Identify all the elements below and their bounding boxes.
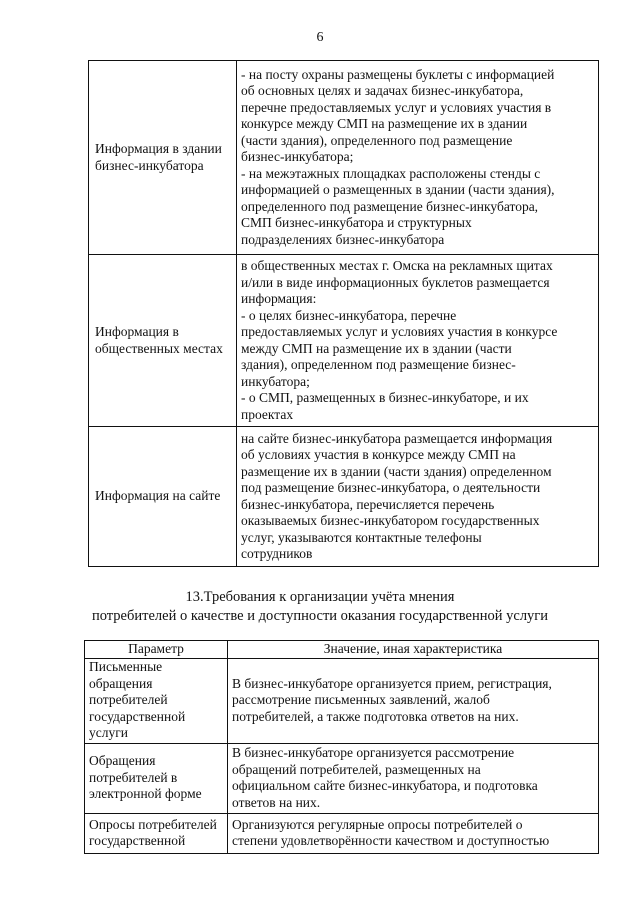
table-row (85, 813, 599, 853)
text-line: электронной форме (89, 786, 202, 802)
text-line: на сайте бизнес-инкубатора размещается информация (241, 430, 553, 446)
text-line: - о СМП, размещенных в бизнес-инкубаторе, и их (241, 390, 529, 405)
text-line: услуги (89, 725, 128, 741)
section-title-line: потребителей о качестве и доступности оказания государственной услуги (91, 608, 549, 624)
text-line: официальном сайте бизнес-инкубатора, и подготовка (232, 778, 538, 793)
text-line: оказываемых бизнес-инкубатором государственных (241, 513, 540, 528)
value-cell (228, 743, 599, 813)
section-title-line: 13.Требования к организации учёта мнения (185, 589, 455, 605)
parameter-cell (85, 658, 228, 743)
page-number: 6 (316, 30, 324, 45)
column-header-parameter: Параметр (85, 641, 228, 659)
text-line: государственной (89, 708, 186, 724)
text-line: Организуются регулярные опросы потребителей о (232, 816, 523, 832)
table-row (85, 743, 599, 813)
text-line: государственной (89, 833, 186, 848)
information-table (88, 60, 599, 567)
text-line: СМП бизнес-инкубатора и структурных (241, 215, 472, 231)
row-label: Информация на сайте (89, 427, 237, 567)
value-cell (228, 658, 599, 743)
text-line: сотрудников (241, 546, 313, 561)
text-line: и/или в виде информационных буклетов размещается (241, 274, 550, 290)
text-line: в общественных местах г. Омска на рекламных щитах (241, 258, 553, 273)
row-value (237, 61, 599, 255)
row-label: Информация в общественных местах (89, 255, 237, 427)
text-line: инкубатора; (241, 373, 310, 389)
text-line: бизнес-инкубатора, перечисляется перечень (241, 496, 495, 512)
text-line: - на межэтажных площадках расположены стенды с (241, 165, 541, 181)
text-line: предоставляемых услуг и условиях участия в конкурсе (241, 324, 558, 339)
table-row (89, 427, 599, 567)
text-line: подразделениях бизнес-инкубатора (241, 231, 445, 247)
text-line: потребителей, а также подготовка ответов на них. (232, 708, 519, 724)
value-cell (228, 813, 599, 853)
text-line: конкурсе между СМП на размещение их в здании (241, 116, 528, 132)
consumer-opinion-table (84, 640, 599, 854)
column-header-value: Значение, иная характеристика (228, 641, 599, 659)
text-line: информацией о размещенных в здании (части здания), (241, 182, 555, 198)
text-line: об основных целях и задачах бизнес-инкубатора, (241, 83, 524, 99)
text-line: между СМП на размещение их в здании (части (241, 340, 512, 356)
text-line: обращения (89, 675, 153, 691)
text-line: рассмотрение письменных заявлений, жалоб (232, 692, 490, 708)
text-line: Письменные (89, 659, 163, 675)
text-line: определенного под размещение бизнес-инкубатора, (241, 198, 539, 214)
text-line: ответов на них. (232, 794, 321, 810)
text-line: здания), определенном под размещение бизнес- (241, 357, 516, 372)
row-value (237, 255, 599, 427)
table-header-row (85, 641, 599, 659)
text-line: В бизнес-инкубаторе организуется рассмотрение (232, 745, 515, 760)
text-line: В бизнес-инкубаторе организуется прием, регистрация, (232, 675, 552, 691)
section-13-title (0, 588, 640, 626)
table-row (89, 61, 599, 255)
text-line: - о целях бизнес-инкубатора, перечне (241, 307, 457, 323)
text-line: об условиях участия в конкурсе между СМП на (241, 447, 516, 462)
parameter-cell (85, 743, 228, 813)
table-row (85, 658, 599, 743)
text-line: под размещение бизнес-инкубатора, о деятельности (241, 480, 541, 495)
text-line: бизнес-инкубатора; (241, 149, 354, 165)
table-row (89, 255, 599, 427)
row-label: Информация в здании бизнес-инкубатора (89, 61, 237, 255)
text-line: Обращения (89, 753, 156, 769)
text-line: Опросы потребителей (89, 816, 217, 832)
row-value (237, 427, 599, 567)
text-line: размещение их в здании (части здания) определенном (241, 463, 552, 479)
text-line: (части здания), определенного под размещение (241, 132, 513, 148)
text-line: обращений потребителей, размещенных на (232, 761, 481, 777)
parameter-cell (85, 813, 228, 853)
text-line: степени удовлетворённости качеством и доступностью (232, 833, 550, 848)
text-line: - на посту охраны размещены буклеты с информацией (241, 66, 555, 82)
text-line: услуг, указываются контактные телефоны (241, 529, 482, 545)
text-line: потребителей в (89, 769, 178, 785)
text-line: потребителей (89, 692, 168, 708)
text-line: перечне предоставляемых услуг и условиях участия в (241, 99, 552, 115)
text-line: информация: (241, 291, 317, 306)
text-line: проектах (241, 406, 294, 422)
